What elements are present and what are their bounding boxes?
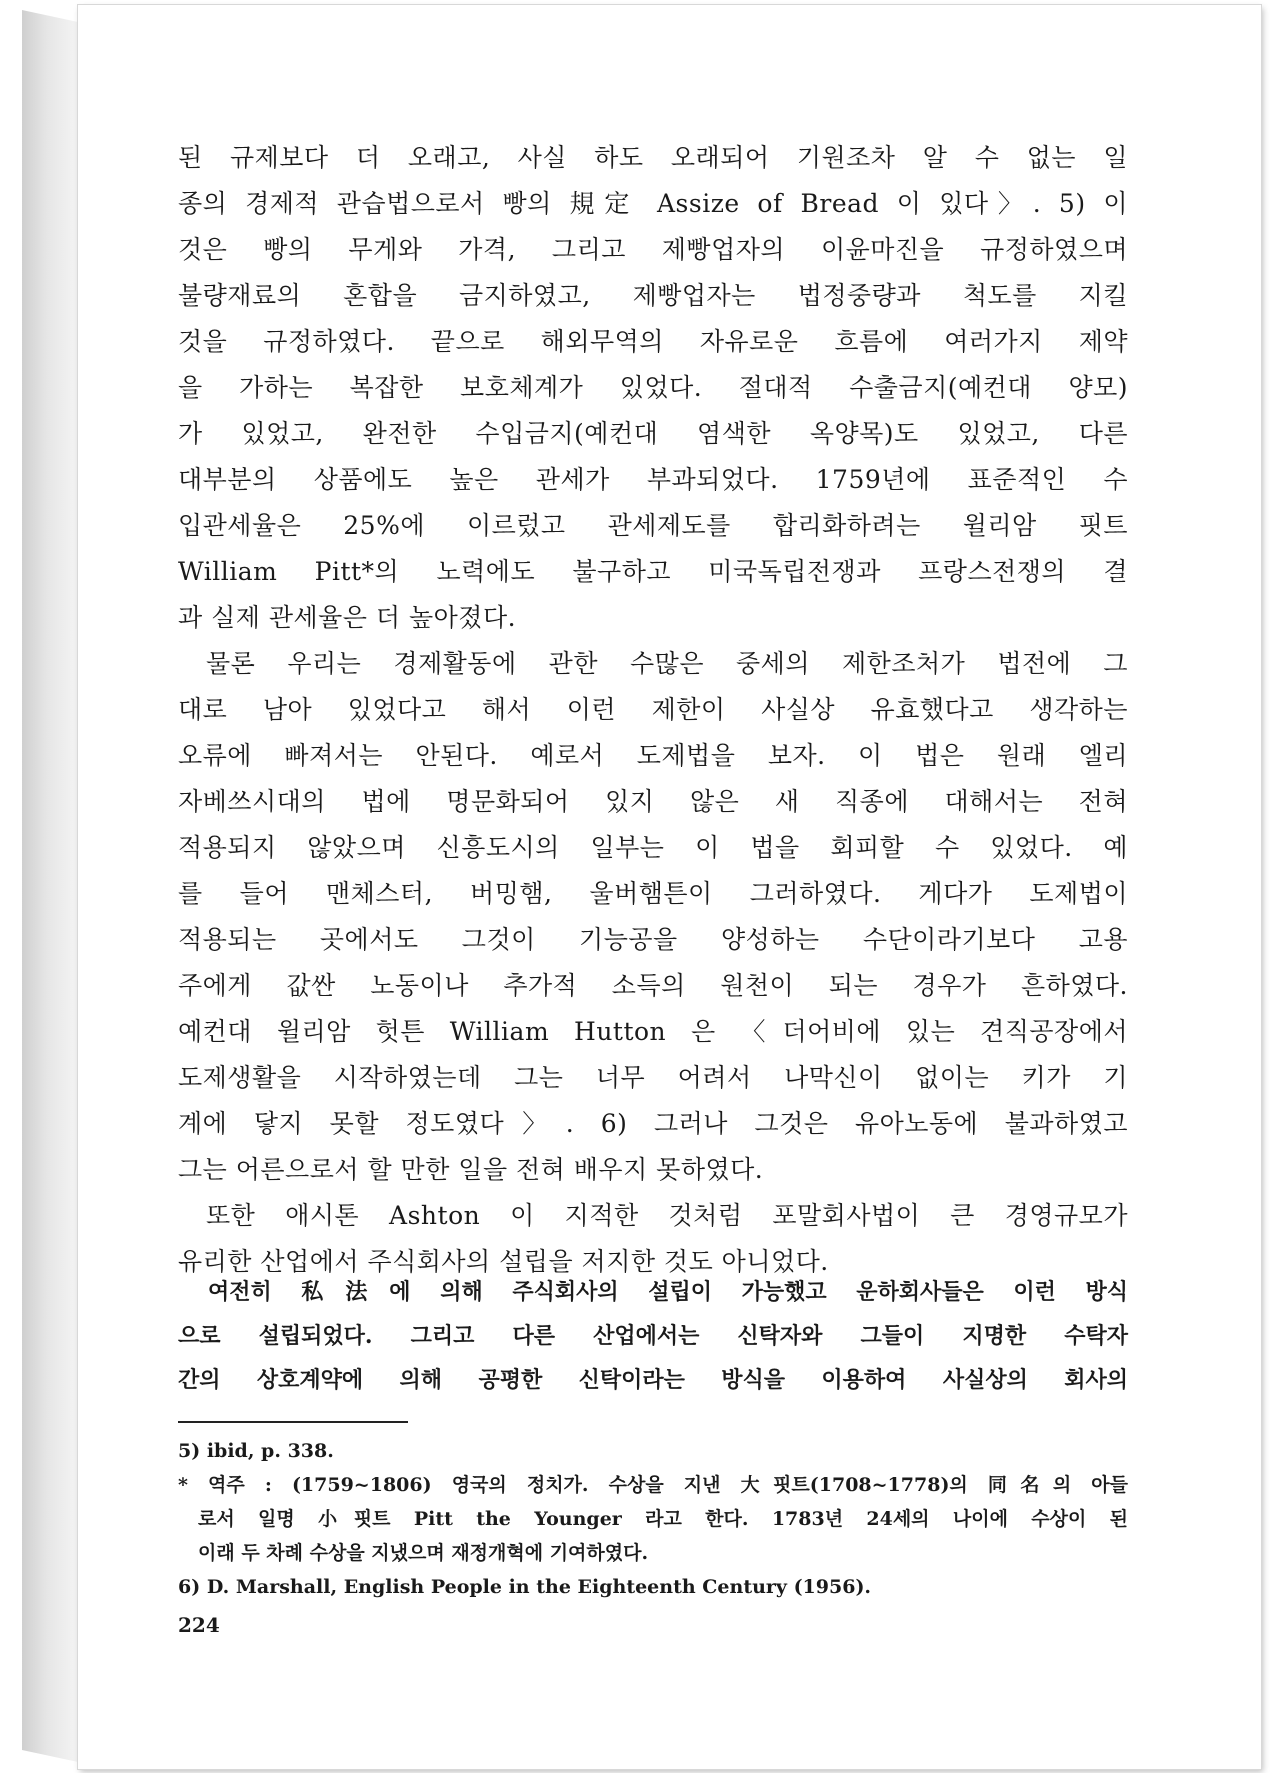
body-line: William Pitt*의 노력에도 불구하고 미국독립전쟁과 프랑스전쟁의 결 [178,557,1128,586]
body-line: 적용되는 곳에서도 그것이 기능공을 양성하는 수단이라기보다 고용 [178,925,1128,954]
body-line: 적용되지 않았으며 신흥도시의 일부는 이 법을 회피할 수 있었다. 예 [178,833,1128,862]
quote-line: 간의 상호계약에 의해 공평한 신탁이라는 방식을 이용하여 사실상의 회사의 [178,1367,1128,1393]
translator-note-line: 이래 두 차례 수상을 지냈으며 재정개혁에 기여하였다. [198,1542,649,1564]
body-line: 오류에 빠져서는 안된다. 예로서 도제법을 보자. 이 법은 원래 엘리 [178,741,1128,770]
body-line: 예컨대 윌리암 헛튼 William Hutton 은 〈더어비에 있는 견직공장에서 [178,1017,1128,1046]
quote-line: 여전히 私法에 의해 주식회사의 설립이 가능했고 운하회사들은 이런 방식 [208,1279,1128,1305]
body-line: 가 있었고, 완전한 수입금지(예컨대 염색한 옥양목)도 있었고, 다른 [178,419,1128,448]
body-line: 을 가하는 복잡한 보호체계가 있었다. 절대적 수출금지(예컨대 양모) [178,373,1128,402]
translator-note-line: * 역주 : (1759~1806) 영국의 정치가. 수상을 지낸 大핏트(1708~1778)의 同名의 아들 [178,1474,1128,1496]
body-line: 것은 빵의 무게와 가격, 그리고 제빵업자의 이윤마진을 규정하였으며 [178,235,1128,264]
body-line: 도제생활을 시작하였는데 그는 너무 어려서 나막신이 없이는 키가 기 [178,1063,1128,1092]
body-line: 주에게 값싼 노동이나 추가적 소득의 원천이 되는 경우가 흔하였다. [178,971,1128,1000]
body-line: 자베쓰시대의 법에 명문화되어 있지 않은 새 직종에 대해서는 전혀 [178,787,1128,816]
body-line: 물론 우리는 경제활동에 관한 수많은 중세의 제한조처가 법전에 그 [206,649,1128,678]
footnotes [178,1434,1128,1604]
translator-note-line: 로서 일명 小핏트 Pitt the Younger 라고 한다. 1783년 24세의 나이에 수상이 된 [198,1508,1128,1530]
body-line: 대로 남아 있었다고 해서 이런 제한이 사실상 유효했다고 생각하는 [178,695,1128,724]
body-line: 를 들어 맨체스터, 버밍햄, 울버햄튼이 그러하였다. 게다가 도제법이 [178,879,1128,908]
book-spine [22,10,78,1762]
body-line: 불량재료의 혼합을 금지하였고, 제빵업자는 법정중량과 척도를 지킬 [178,281,1128,310]
body-line: 대부분의 상품에도 높은 관세가 부과되었다. 1759년에 표준적인 수 [178,465,1128,494]
body-line: 것을 규정하였다. 끝으로 해외무역의 자유로운 흐름에 여러가지 제약 [178,327,1128,356]
body-line: 입관세율은 25%에 이르렀고 관세제도를 합리화하려는 윌리암 핏트 [178,511,1128,540]
footnote-rule [178,1421,408,1423]
body-line: 그는 어른으로서 할 만한 일을 전혀 배우지 못하였다. [178,1155,764,1184]
footnote-5: 5) ibid, p. 338. [178,1440,334,1462]
block-quote [178,1270,1128,1402]
body-text [178,135,1128,1285]
body-line: 계에 닿지 못할 정도였다〉. 6) 그러나 그것은 유아노동에 불과하였고 [178,1109,1128,1138]
quote-line: 으로 설립되었다. 그리고 다른 산업에서는 신탁자와 그들이 지명한 수탁자 [178,1323,1128,1349]
body-line: 종의 경제적 관습법으로서 빵의 規定 Assize of Bread 이 있다〉. 5) 이 [178,189,1128,218]
body-line: 된 규제보다 더 오래고, 사실 하도 오래되어 기원조차 알 수 없는 일 [178,143,1128,172]
body-line: 또한 애시톤 Ashton 이 지적한 것처럼 포말회사법이 큰 경영규모가 [206,1201,1128,1230]
page-number: 224 [178,1613,220,1637]
body-line: 유리한 산업에서 주식회사의 설립을 저지한 것도 아니었다. [178,1247,829,1276]
body-line: 과 실제 관세율은 더 높아졌다. [178,603,517,632]
footnote-6: 6) D. Marshall, English People in the Eighteenth Century (1956). [178,1576,872,1598]
